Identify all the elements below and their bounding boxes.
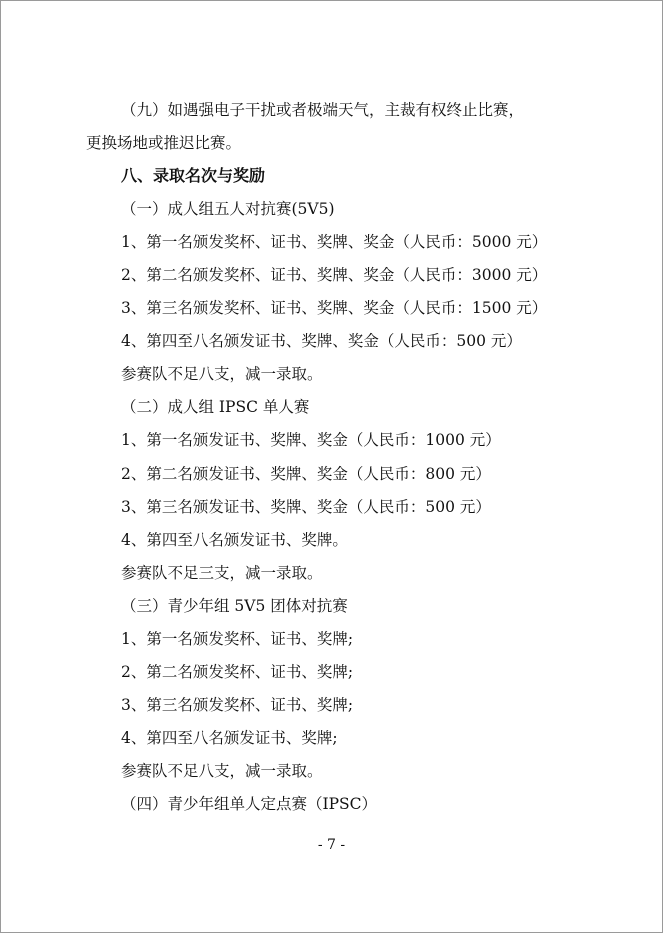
list-item: 1、第一名颁发奖杯、证书、奖牌; <box>121 630 354 648</box>
list-item: 3、第三名颁发奖杯、证书、奖牌、奖金（人民币：1500 元） <box>121 299 548 317</box>
note-text: 参赛队不足八支，减一录取。 <box>121 365 323 383</box>
list-item: 1、第一名颁发证书、奖牌、奖金（人民币：1000 元） <box>121 431 501 449</box>
paragraph-9-line-2: 更换场地或推迟比赛。 <box>86 134 242 152</box>
page-number: - 7 - <box>317 837 346 853</box>
note-text: 参赛队不足三支，减一录取。 <box>121 564 323 582</box>
note-text: 参赛队不足八支，减一录取。 <box>121 762 323 780</box>
list-item: 3、第三名颁发奖杯、证书、奖牌; <box>121 696 354 714</box>
list-item: 1、第一名颁发奖杯、证书、奖牌、奖金（人民币：5000 元） <box>121 233 548 251</box>
list-item: 2、第二名颁发证书、奖牌、奖金（人民币：800 元） <box>121 465 491 483</box>
list-item: 2、第二名颁发奖杯、证书、奖牌、奖金（人民币：3000 元） <box>121 266 548 284</box>
subsection-heading-4: （四）青少年组单人定点赛（IPSC） <box>121 795 378 813</box>
list-item: 4、第四至八名颁发证书、奖牌、奖金（人民币：500 元） <box>121 332 522 350</box>
list-item: 3、第三名颁发证书、奖牌、奖金（人民币：500 元） <box>121 498 491 516</box>
list-item: 4、第四至八名颁发证书、奖牌。 <box>121 531 348 549</box>
list-item: 4、第四至八名颁发证书、奖牌; <box>121 729 338 747</box>
subsection-heading-2: （二）成人组 IPSC 单人赛 <box>121 398 310 416</box>
subsection-heading-3: （三）青少年组 5V5 团体对抗赛 <box>121 597 348 615</box>
list-item: 2、第二名颁发奖杯、证书、奖牌; <box>121 663 354 681</box>
subsection-heading-1: （一）成人组五人对抗赛(5V5) <box>121 200 335 218</box>
paragraph-9-line-1: （九）如遇强电子干扰或者极端天气，主裁有权终止比赛， <box>121 101 525 119</box>
section-heading-8: 八、录取名次与奖励 <box>121 166 266 185</box>
